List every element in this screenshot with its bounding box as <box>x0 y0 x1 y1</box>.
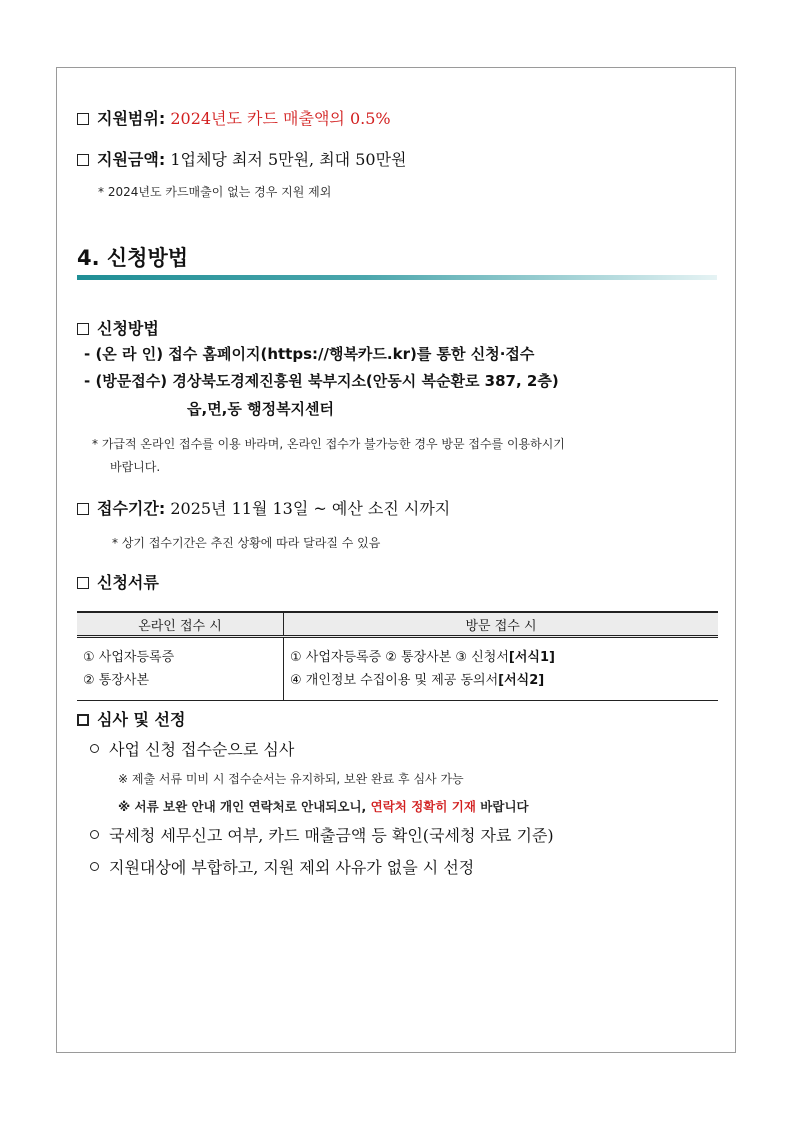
online-doc-item: ② 통장사본 <box>83 673 150 688</box>
docs-table <box>77 611 718 701</box>
circle-bullet-icon <box>90 830 99 839</box>
support-range-value: 2024년도 카드 매출액의 0.5% <box>170 109 391 128</box>
online-doc-item: ① 사업자등록증 <box>83 650 175 665</box>
support-range-label: 지원범위: <box>97 109 166 128</box>
checkbox-square-icon <box>77 714 89 726</box>
method-online-line: - (온 라 인) 접수 홈페이지(https://행복카드.kr)를 통한 신청·접수 <box>84 345 535 363</box>
period-value: 2025년 11월 13일 ~ 예산 소진 시까지 <box>170 499 451 518</box>
docs-heading: 신청서류 <box>77 570 159 593</box>
checkbox-square-icon <box>77 154 89 166</box>
circle-bullet-icon <box>90 862 99 871</box>
review-note-2: ※ 서류 보완 안내 개인 연락처로 안내되오니, 연락처 정확히 기재 바랍니다 <box>118 799 529 814</box>
review-note-1: ※ 제출 서류 미비 시 접수순서는 유지하되, 보완 완료 후 심사 가능 <box>118 772 464 786</box>
checkbox-square-icon <box>77 113 89 125</box>
visit-docs-cell <box>284 637 719 701</box>
method-note-2: 바랍니다. <box>110 460 161 474</box>
table-header-row <box>77 612 718 637</box>
method-visit-line-2: 읍,면,동 행정복지센터 <box>187 400 335 418</box>
checkbox-square-icon <box>77 323 89 335</box>
support-amount-label: 지원금액: <box>97 150 166 169</box>
table-header-visit: 방문 접수 시 <box>284 612 719 637</box>
table-row <box>77 637 718 701</box>
checkbox-square-icon <box>77 577 89 589</box>
visit-doc-item: ④ 개인정보 수집이용 및 제공 동의서[서식2] <box>290 673 545 688</box>
review-item-2: 국세청 세무신고 여부, 카드 매출금액 등 확인(국세청 자료 기준) <box>90 823 554 846</box>
checkbox-square-icon <box>77 503 89 515</box>
review-heading: 심사 및 선정 <box>77 707 185 730</box>
method-note-1: * 가급적 온라인 접수를 이용 바라며, 온라인 접수가 불가능한 경우 방문 접수를 이용하시기 <box>92 437 565 451</box>
method-visit-line: - (방문접수) 경상북도경제진흥원 북부지소(안동시 복순환로 387, 2층) <box>84 372 559 390</box>
method-heading: 신청방법 <box>77 316 159 339</box>
support-amount-value: 1업체당 최저 5만원, 최대 50만원 <box>170 150 407 169</box>
visit-doc-item: ① 사업자등록증 ② 통장사본 ③ 신청서[서식1] <box>290 650 555 665</box>
period-line <box>77 496 450 519</box>
review-note-2-highlight: 연락처 정확히 기재 <box>370 799 476 814</box>
support-amount-line <box>77 147 407 170</box>
online-docs-cell <box>77 637 284 701</box>
review-item-1: 사업 신청 접수순으로 심사 <box>90 737 294 760</box>
section-title-underline <box>77 275 717 280</box>
section-title: 4. 신청방법 <box>77 246 189 270</box>
period-note: * 상기 접수기간은 추진 상황에 따라 달라질 수 있음 <box>112 536 381 550</box>
support-amount-note: * 2024년도 카드매출이 없는 경우 지원 제외 <box>98 185 332 199</box>
review-item-3: 지원대상에 부합하고, 지원 제외 사유가 없을 시 선정 <box>90 855 474 878</box>
support-range-line <box>77 106 391 129</box>
page-frame <box>56 67 736 1053</box>
period-label: 접수기간: <box>97 499 166 518</box>
table-header-online: 온라인 접수 시 <box>77 612 284 637</box>
circle-bullet-icon <box>90 744 99 753</box>
